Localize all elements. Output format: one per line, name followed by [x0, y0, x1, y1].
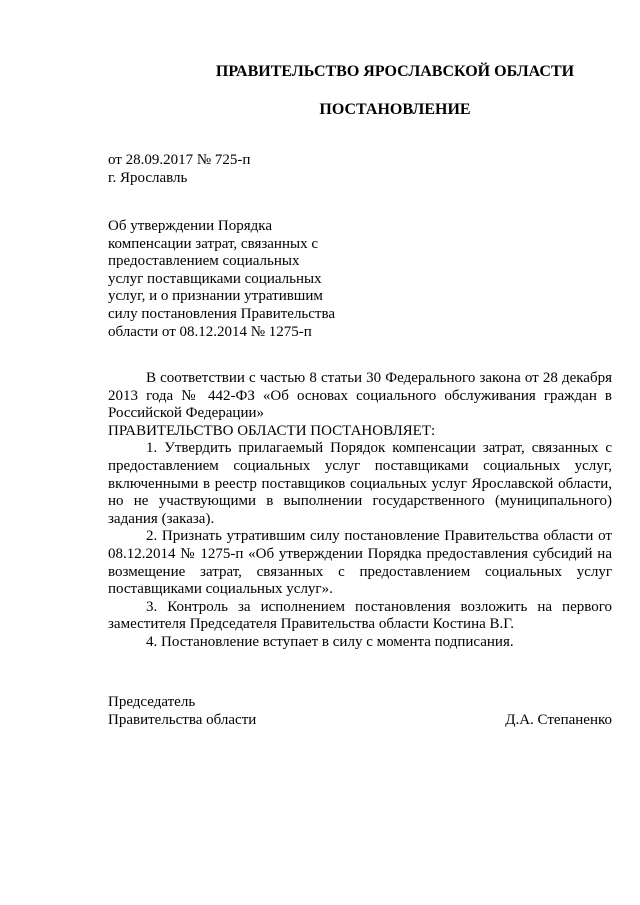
signatory-name: Д.А. Степаненко	[505, 711, 612, 728]
preamble-paragraph: В соответствии с частью 8 статьи 30 Федерального закона от 28 декабря 2013 года № 442-ФЗ «Об основах социального обслуживания граждан в Российской Федерации»	[108, 370, 612, 422]
subject-line: компенсации затрат, связанных с	[108, 235, 318, 252]
subject-line: области от 08.12.2014 № 1275-п	[108, 323, 312, 340]
subject-line: предоставлением социальных	[108, 253, 300, 270]
subject-line: Об утверждении Порядка	[108, 218, 272, 234]
subject-line: силу постановления Правительства	[108, 305, 336, 322]
subject-line: услуг поставщиками социальных	[108, 270, 322, 287]
document-type-title: ПОСТАНОВЛЕНИЕ	[319, 101, 471, 118]
signature-block	[108, 694, 612, 729]
date-number: от 28.09.2017 № 725-п	[108, 152, 251, 168]
signature-row	[108, 712, 612, 730]
document-meta	[108, 152, 408, 187]
item-paragraph: 3. Контроль за исполнением постановления возложить на первого заместителя Председателя Правительства области Костина В.Г.	[108, 598, 612, 633]
city: г. Ярославль	[108, 169, 188, 186]
signatory-position-line2: Правительства области	[108, 711, 257, 728]
resolves-heading: ПРАВИТЕЛЬСТВО ОБЛАСТИ ПОСТАНОВЛЯЕТ:	[108, 422, 436, 439]
item-paragraph: 2. Признать утратившим силу постановление Правительства области от 08.12.2014 № 1275-п «Об утверждении Порядка предоставления субсидий на возмещение затрат, связанных с предоставлением социальных услуг поставщиками социальных услуг».	[108, 528, 612, 598]
document-subject	[108, 218, 358, 341]
signatory-position-line1: Председатель	[108, 694, 196, 710]
document-body	[108, 370, 612, 652]
organization-title: ПРАВИТЕЛЬСТВО ЯРОСЛАВСКОЙ ОБЛАСТИ	[215, 63, 575, 80]
item-paragraph: 1. Утвердить прилагаемый Порядок компенсации затрат, связанных с предоставлением социальных услуг поставщиками социальных услуг, включенными в реестр поставщиков социальных услуг Ярославской области, но не участвующими в выполнении государственного (муниципального) задания (заказа).	[108, 440, 612, 527]
subject-line: услуг, и о признании утратившим	[108, 288, 323, 305]
item-paragraph: 4. Постановление вступает в силу с момента подписания.	[146, 633, 514, 650]
